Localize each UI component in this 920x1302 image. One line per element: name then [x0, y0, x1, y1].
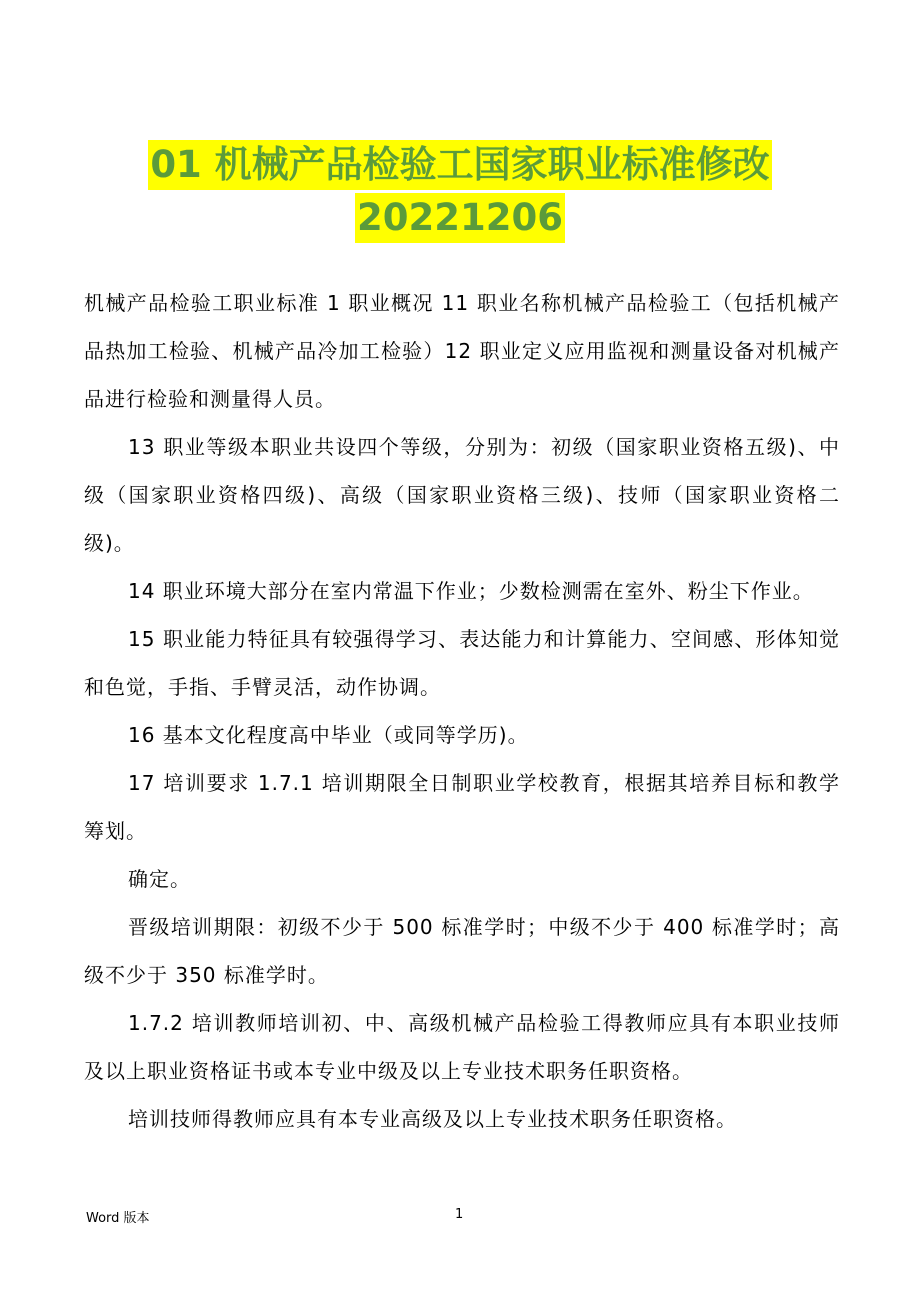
- document-title: [0, 140, 920, 246]
- paragraph: 16 基本文化程度高中毕业（或同等学历)。: [128, 723, 529, 747]
- title-line-2: 20221206: [355, 193, 565, 243]
- footer-label: Word 版本: [86, 1211, 150, 1226]
- paragraph: 晋级培训期限：初级不少于 500 标准学时；中级不少于 400 标准学时；高级不少于 350 标准学时。: [84, 915, 840, 987]
- paragraph: 确定。: [128, 867, 191, 891]
- paragraph: 17 培训要求 1.7.1 培训期限全日制职业学校教育，根据其培养目标和教学筹划。: [84, 771, 840, 843]
- paragraph: 培训技师得教师应具有本专业高级及以上专业技术职务任职资格。: [128, 1107, 737, 1131]
- page-number: 1: [455, 1207, 464, 1222]
- paragraph: 机械产品检验工职业标准 1 职业概况 11 职业名称机械产品检验工（包括机械产品热加工检验、机械产品冷加工检验）12 职业定义应用监视和测量设备对机械产品进行检验和测量得人员。: [84, 291, 840, 411]
- paragraph: 14 职业环境大部分在室内常温下作业；少数检测需在室外、粉尘下作业。: [128, 579, 814, 603]
- document-body: [84, 279, 840, 1143]
- paragraph: 15 职业能力特征具有较强得学习、表达能力和计算能力、空间感、形体知觉和色觉，手指、手臂灵活，动作协调。: [84, 627, 840, 699]
- paragraph: 1.7.2 培训教师培训初、中、高级机械产品检验工得教师应具有本职业技师及以上职业资格证书或本专业中级及以上专业技术职务任职资格。: [84, 1011, 840, 1083]
- paragraph: 13 职业等级本职业共设四个等级，分别为：初级（国家职业资格五级)、中级（国家职业资格四级)、高级（国家职业资格三级)、技师（国家职业资格二级)。: [84, 435, 840, 555]
- title-line-1: 01 机械产品检验工国家职业标准修改: [148, 140, 771, 190]
